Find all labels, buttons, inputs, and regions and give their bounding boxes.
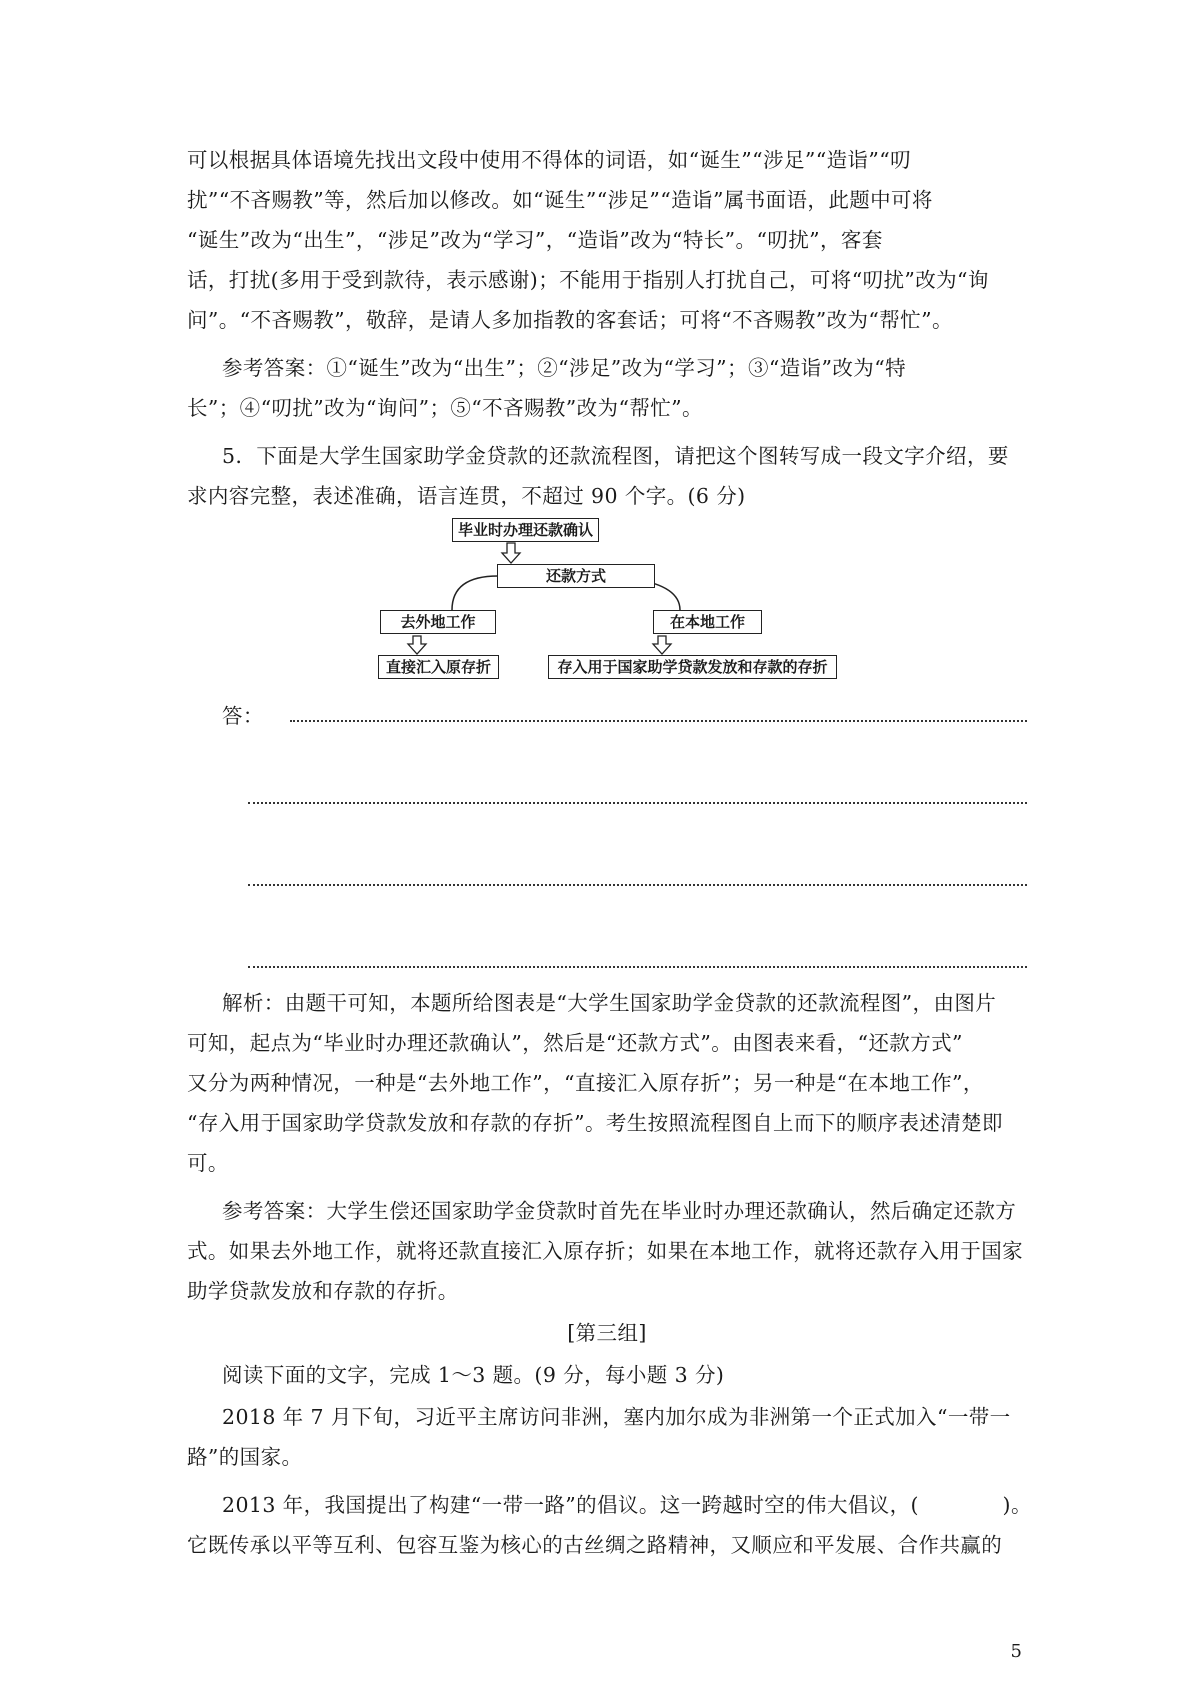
- text-line: 问”。“不吝赐教”，敬辞，是请人多加指教的客套话；可将“不吝赐教”改为“帮忙”。: [187, 308, 953, 332]
- text-line: 可以根据具体语境先找出文段中使用不得体的词语，如“诞生”“涉足”“造诣”“叨: [187, 148, 912, 172]
- text-line: 话，打扰(多用于受到款待，表示感谢)；不能用于指别人打扰自己，可将“叨扰”改为“询: [187, 268, 989, 292]
- group3-line: 2013 年，我国提出了构建“一带一路”的倡议。这一跨越时空的伟大倡议，( )。: [222, 1493, 1032, 1517]
- analysis-line: 可知，起点为“毕业时办理还款确认”，然后是“还款方式”。由图表来看，“还款方式”: [187, 1031, 963, 1055]
- reference-answer-line: 参考答案：大学生偿还国家助学金贷款时首先在毕业时办理还款确认，然后确定还款方: [222, 1199, 1017, 1223]
- analysis-line: 解析：由题干可知，本题所给图表是“大学生国家助学金贷款的还款流程图”，由图片: [222, 991, 997, 1015]
- group3-line: 它既传承以平等互利、包容互鉴为核心的古丝绸之路精神，又顺应和平发展、合作共赢的: [187, 1533, 1003, 1557]
- group3-line: 阅读下面的文字，完成 1～3 题。(9 分，每小题 3 分): [222, 1363, 725, 1387]
- reference-answer-line: 助学贷款发放和存款的存折。: [187, 1279, 459, 1303]
- answer-line[interactable]: [248, 802, 1027, 804]
- flow-branch-local: 在本地工作: [653, 610, 762, 634]
- section-title: [第三组]: [567, 1321, 647, 1345]
- text-line: 扰”“不吝赐教”等，然后加以修改。如“诞生”“涉足”“造诣”属书面语，此题中可将: [187, 188, 933, 212]
- flow-step-method: 还款方式: [497, 564, 655, 588]
- reference-answer-line: 参考答案：①“诞生”改为“出生”；②“涉足”改为“学习”；③“造诣”改为“特: [222, 356, 906, 380]
- answer-line[interactable]: [248, 884, 1027, 886]
- flow-step-confirm: 毕业时办理还款确认: [452, 518, 599, 542]
- analysis-line: 可。: [187, 1151, 229, 1175]
- page-number: 5: [1010, 1641, 1022, 1662]
- analysis-line: 又分为两种情况，一种是“去外地工作”，“直接汇入原存折”；另一种是“在本地工作”，: [187, 1071, 984, 1095]
- text-line: “诞生”改为“出生”，“涉足”改为“学习”，“造诣”改为“特长”。“叨扰”，客套: [187, 228, 883, 252]
- flow-result-loan-passbook: 存入用于国家助学贷款发放和存款的存折: [548, 655, 837, 679]
- group3-line: 2018 年 7 月下旬，习近平主席访问非洲，塞内加尔成为非洲第一个正式加入“一带一: [222, 1405, 1011, 1429]
- reference-answer-line: 式。如果去外地工作，就将还款直接汇入原存折；如果在本地工作，就将还款存入用于国家: [187, 1239, 1023, 1263]
- repayment-flowchart: [380, 518, 880, 683]
- group3-line: 路”的国家。: [187, 1445, 303, 1469]
- question-5-line: 求内容完整，表述准确，语言连贯，不超过 90 个字。(6 分): [187, 484, 746, 508]
- text-line: 长”；④“叨扰”改为“询问”；⑤“不吝赐教”改为“帮忙”。: [187, 396, 703, 420]
- flow-result-original-passbook: 直接汇入原存折: [378, 655, 499, 679]
- analysis-line: “存入用于国家助学贷款发放和存款的存折”。考生按照流程图自上而下的顺序表述清楚即: [187, 1111, 1003, 1135]
- answer-label: 答：: [222, 704, 264, 728]
- question-5-line: 5．下面是大学生国家助学金贷款的还款流程图，请把这个图转写成一段文字介绍，要: [222, 444, 1009, 468]
- answer-line[interactable]: [290, 720, 1027, 722]
- flow-branch-other-city: 去外地工作: [380, 610, 496, 634]
- answer-line[interactable]: [248, 966, 1027, 968]
